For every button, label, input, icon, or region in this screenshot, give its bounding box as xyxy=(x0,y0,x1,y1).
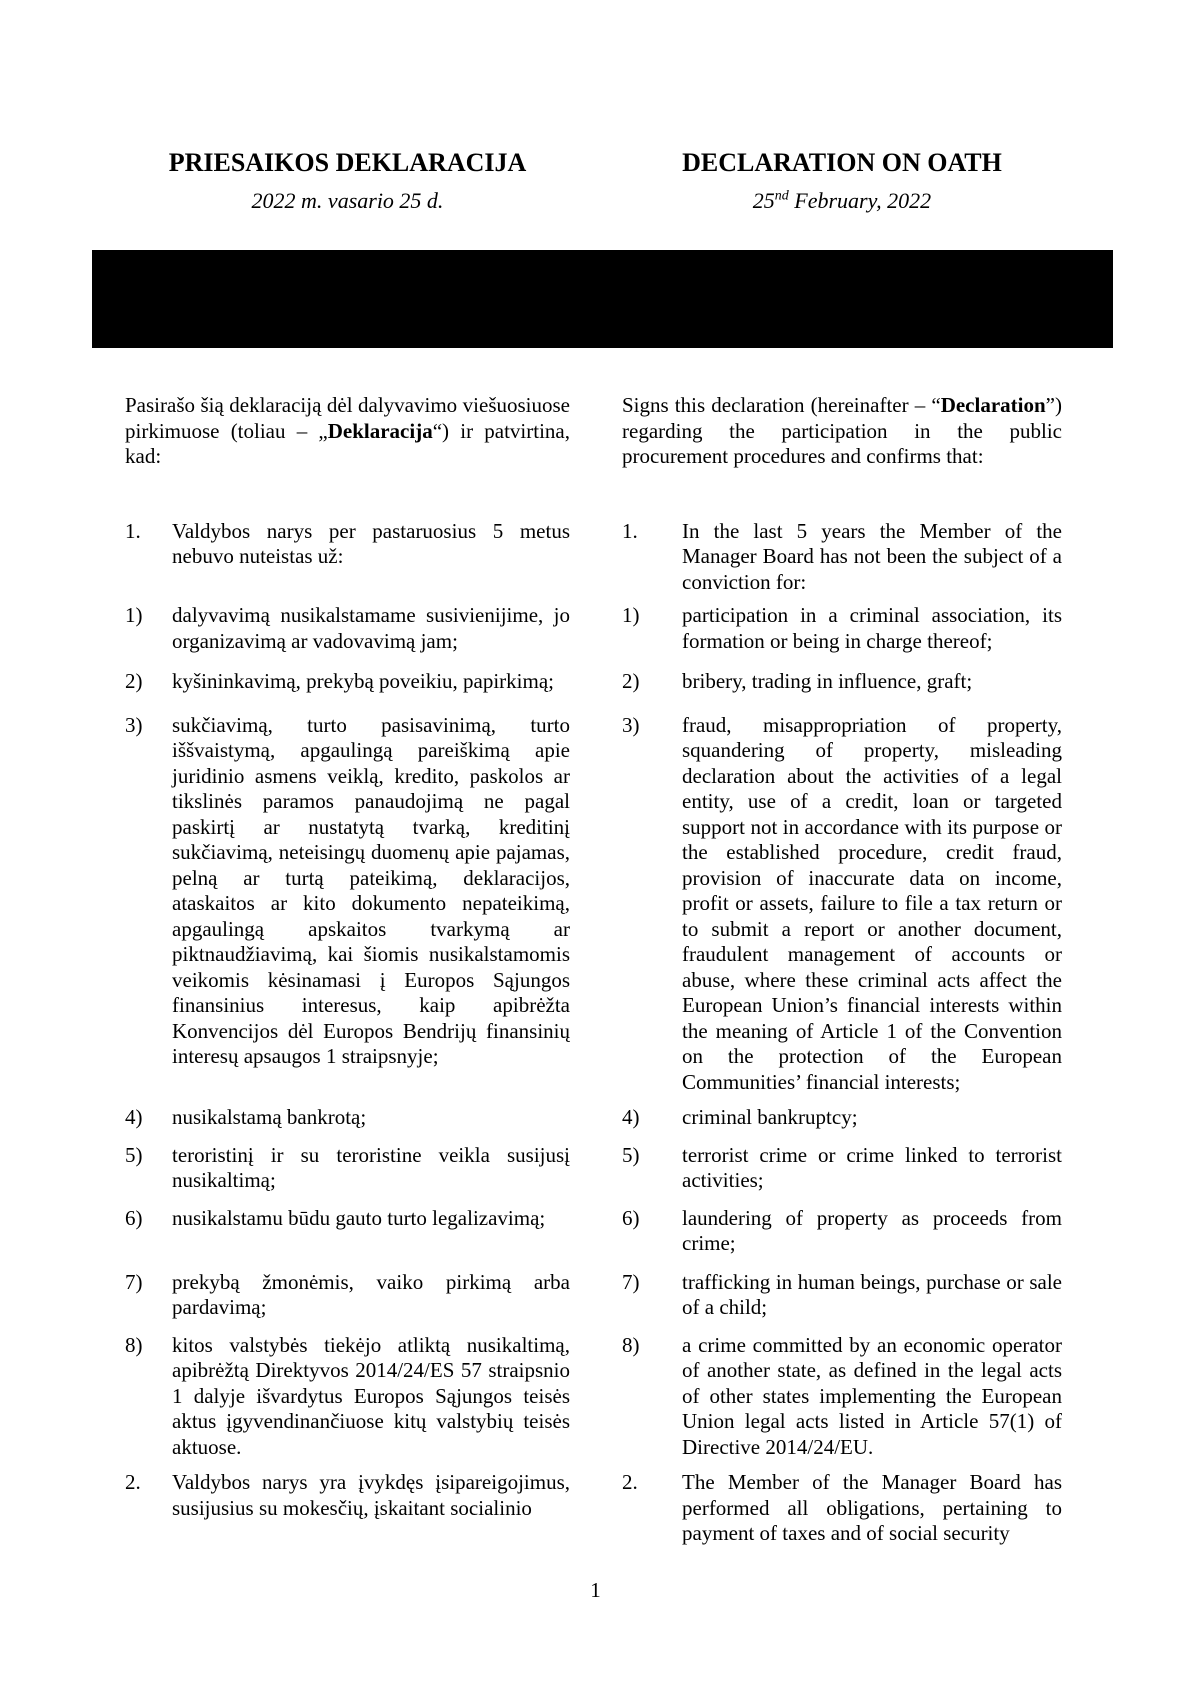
item-marker-en: 7) xyxy=(622,1269,640,1294)
item-marker-lt: 3) xyxy=(125,712,143,737)
intro-paragraph-en xyxy=(622,393,1062,470)
page-number: 1 xyxy=(590,1578,601,1602)
intro-en-pre: Signs this declaration (hereinafter – “ xyxy=(622,393,941,417)
intro-en-bold-term: Declaration xyxy=(940,393,1046,417)
item-marker-lt: 2. xyxy=(125,1470,141,1494)
column-gap xyxy=(570,393,622,470)
item-text-lt: kitos valstybės tiekėjo atliktą nusikaltimą, apibrėžtą Direktyvos 2014/24/ES 57 straipsnio 1 dalyje išvardytus Europos Sąjungos teisės aktus įgyvendinančiuose kitų valstybių teisės aktuose. xyxy=(172,1332,570,1459)
date-en-day: 25 xyxy=(752,188,775,213)
item-row-2p xyxy=(125,669,1191,695)
item-text-lt: nusikalstamą bankrotą; xyxy=(172,1105,367,1129)
item-text-en: fraud, misappropriation of property, squandering of property, misleading declaration about the activities of a legal entity, use of a credit, loan or targeted support not in accordance with its purpose or the established procedure, credit fraud, provision of inaccurate data on income, profit or assets, failure to file a tax return or to submit a report or another document, fraudulent management of accounts or abuse, where these criminal acts affect the European Union’s financial interests within the meaning of Article 1 of the Convention on the protection of the European Communities’ financial interests; xyxy=(682,712,1062,1094)
item-text-lt: sukčiavimą, turto pasisavinimą, turto iššvaistymą, apgaulingą pareiškimą apie juridinio asmens veiklą, kredito, paskolos ar tikslinės paramos panaudojimą ne pagal paskirtį ar nustatytą tvarką, kreditinį sukčiavimą, neteisingų duomenų apie pajamas, pelną ar turtą pateikimą, deklaracijos, ataskaitos ar kito dokumento nepateikimą, apgaulingą apskaitos tvarkymą ar piktnaudžiavimą, kai šiomis nusikalstamomis veikomis kėsinamasi į Europos Sąjungos finansinius interesus, kaip apibrėžta Konvencijos dėl Europos Bendrijų finansinių interesų apsaugos 1 straipsnyje; xyxy=(172,712,570,1068)
date-en xyxy=(622,186,1062,216)
item-row-4p xyxy=(125,1105,1191,1131)
date-lt: 2022 m. vasario 25 d. xyxy=(251,188,444,213)
column-gap xyxy=(570,1143,622,1194)
item-text-en: The Member of the Manager Board has performed all obligations, pertaining to payment of taxes and of social security xyxy=(682,1470,1062,1545)
column-gap xyxy=(570,603,622,654)
date-row xyxy=(125,186,1191,216)
column-gap xyxy=(570,713,622,1096)
intro-paragraph-lt xyxy=(125,393,570,470)
page-title-lt: PRIESAIKOS DEKLARACIJA xyxy=(168,148,527,177)
item-text-en: laundering of property as proceeds from crime; xyxy=(682,1205,1062,1255)
title-row xyxy=(125,148,1191,178)
column-gap xyxy=(570,186,622,216)
column-gap xyxy=(570,1270,622,1321)
column-gap xyxy=(570,519,622,596)
date-en-ordinal: nd xyxy=(774,188,789,204)
item-marker-lt: 7) xyxy=(125,1269,143,1294)
column-gap xyxy=(570,1105,622,1131)
item-text-lt: teroristinį ir su teroristine veikla susijusį nusikaltimą; xyxy=(172,1142,570,1192)
item-marker-en: 1. xyxy=(622,518,638,543)
column-gap xyxy=(570,148,622,178)
item-text-lt: Valdybos narys per pastaruosius 5 metus nebuvo nuteistas už: xyxy=(172,518,570,568)
item-marker-en: 1) xyxy=(622,603,640,627)
item-text-lt: kyšininkavimą, prekybą poveikiu, papirkimą; xyxy=(172,669,554,693)
item-text-lt: Valdybos narys yra įvykdęs įsipareigojimus, susijusius su mokesčių, įskaitant socialinio xyxy=(172,1470,570,1520)
item-marker-lt: 6) xyxy=(125,1205,143,1230)
item-marker-lt: 4) xyxy=(125,1105,143,1129)
date-en-rest: February, 2022 xyxy=(788,188,932,213)
intro-lt-pre: Pasirašo šią deklaraciją dėl dalyvavimo viešuosiuose pirkimuose (toliau – „ xyxy=(125,393,570,443)
item-row-2 xyxy=(125,1470,1191,1547)
item-text-en: bribery, trading in influence, graft; xyxy=(682,669,973,693)
item-marker-en: 3) xyxy=(622,712,640,737)
item-text-en: a crime committed by an economic operator of another state, as defined in the legal acts of other states implementing the European Union legal acts listed in Article 57(1) of Directive 2014/24/EU. xyxy=(682,1332,1062,1459)
intro-en-post: ”) regarding the participation in the public procurement procedures and confirms that: xyxy=(622,393,1062,468)
item-marker-en: 6) xyxy=(622,1205,640,1230)
item-text-lt: prekybą žmonėmis, vaiko pirkimą arba pardavimą; xyxy=(172,1269,570,1319)
item-marker-lt: 2) xyxy=(125,669,143,693)
item-row-3p xyxy=(125,713,1191,1096)
item-marker-en: 5) xyxy=(622,1142,640,1167)
item-text-en: participation in a criminal association, its formation or being in charge thereof; xyxy=(682,603,1062,653)
item-row-7p xyxy=(125,1270,1191,1321)
column-gap xyxy=(570,1333,622,1461)
redacted-block xyxy=(92,250,1113,348)
intro-row xyxy=(125,393,1191,470)
item-marker-lt: 1. xyxy=(125,518,141,543)
item-text-en: terrorist crime or crime linked to terrorist activities; xyxy=(682,1142,1062,1192)
item-text-en: criminal bankruptcy; xyxy=(682,1105,858,1129)
item-marker-en: 2) xyxy=(622,669,640,693)
item-marker-lt: 8) xyxy=(125,1332,143,1357)
intro-lt-bold-term: Deklaracija xyxy=(327,418,433,443)
item-marker-en: 4) xyxy=(622,1105,640,1129)
column-gap xyxy=(570,1206,622,1257)
item-row-5p xyxy=(125,1143,1191,1194)
column-gap xyxy=(570,669,622,695)
page-title-en: DECLARATION ON OATH xyxy=(682,148,1002,177)
item-row-8p xyxy=(125,1333,1191,1461)
item-row-1p xyxy=(125,603,1191,654)
item-text-en: trafficking in human beings, purchase or sale of a child; xyxy=(682,1269,1062,1319)
item-row-6p xyxy=(125,1206,1191,1257)
item-marker-en: 8) xyxy=(622,1332,640,1357)
item-row-1 xyxy=(125,519,1191,596)
item-text-en: In the last 5 years the Member of the Manager Board has not been the subject of a conviction for: xyxy=(682,518,1062,594)
item-marker-lt: 1) xyxy=(125,603,143,627)
item-text-lt: nusikalstamu būdu gauto turto legalizavimą; xyxy=(172,1205,546,1230)
item-marker-en: 2. xyxy=(622,1470,638,1494)
item-text-lt: dalyvavimą nusikalstamame susivienijime, jo organizavimą ar vadovavimą jam; xyxy=(172,603,570,653)
column-gap xyxy=(570,1470,622,1547)
item-marker-lt: 5) xyxy=(125,1142,143,1167)
intro-lt-post: “) ir patvirtina, kad: xyxy=(125,418,570,468)
